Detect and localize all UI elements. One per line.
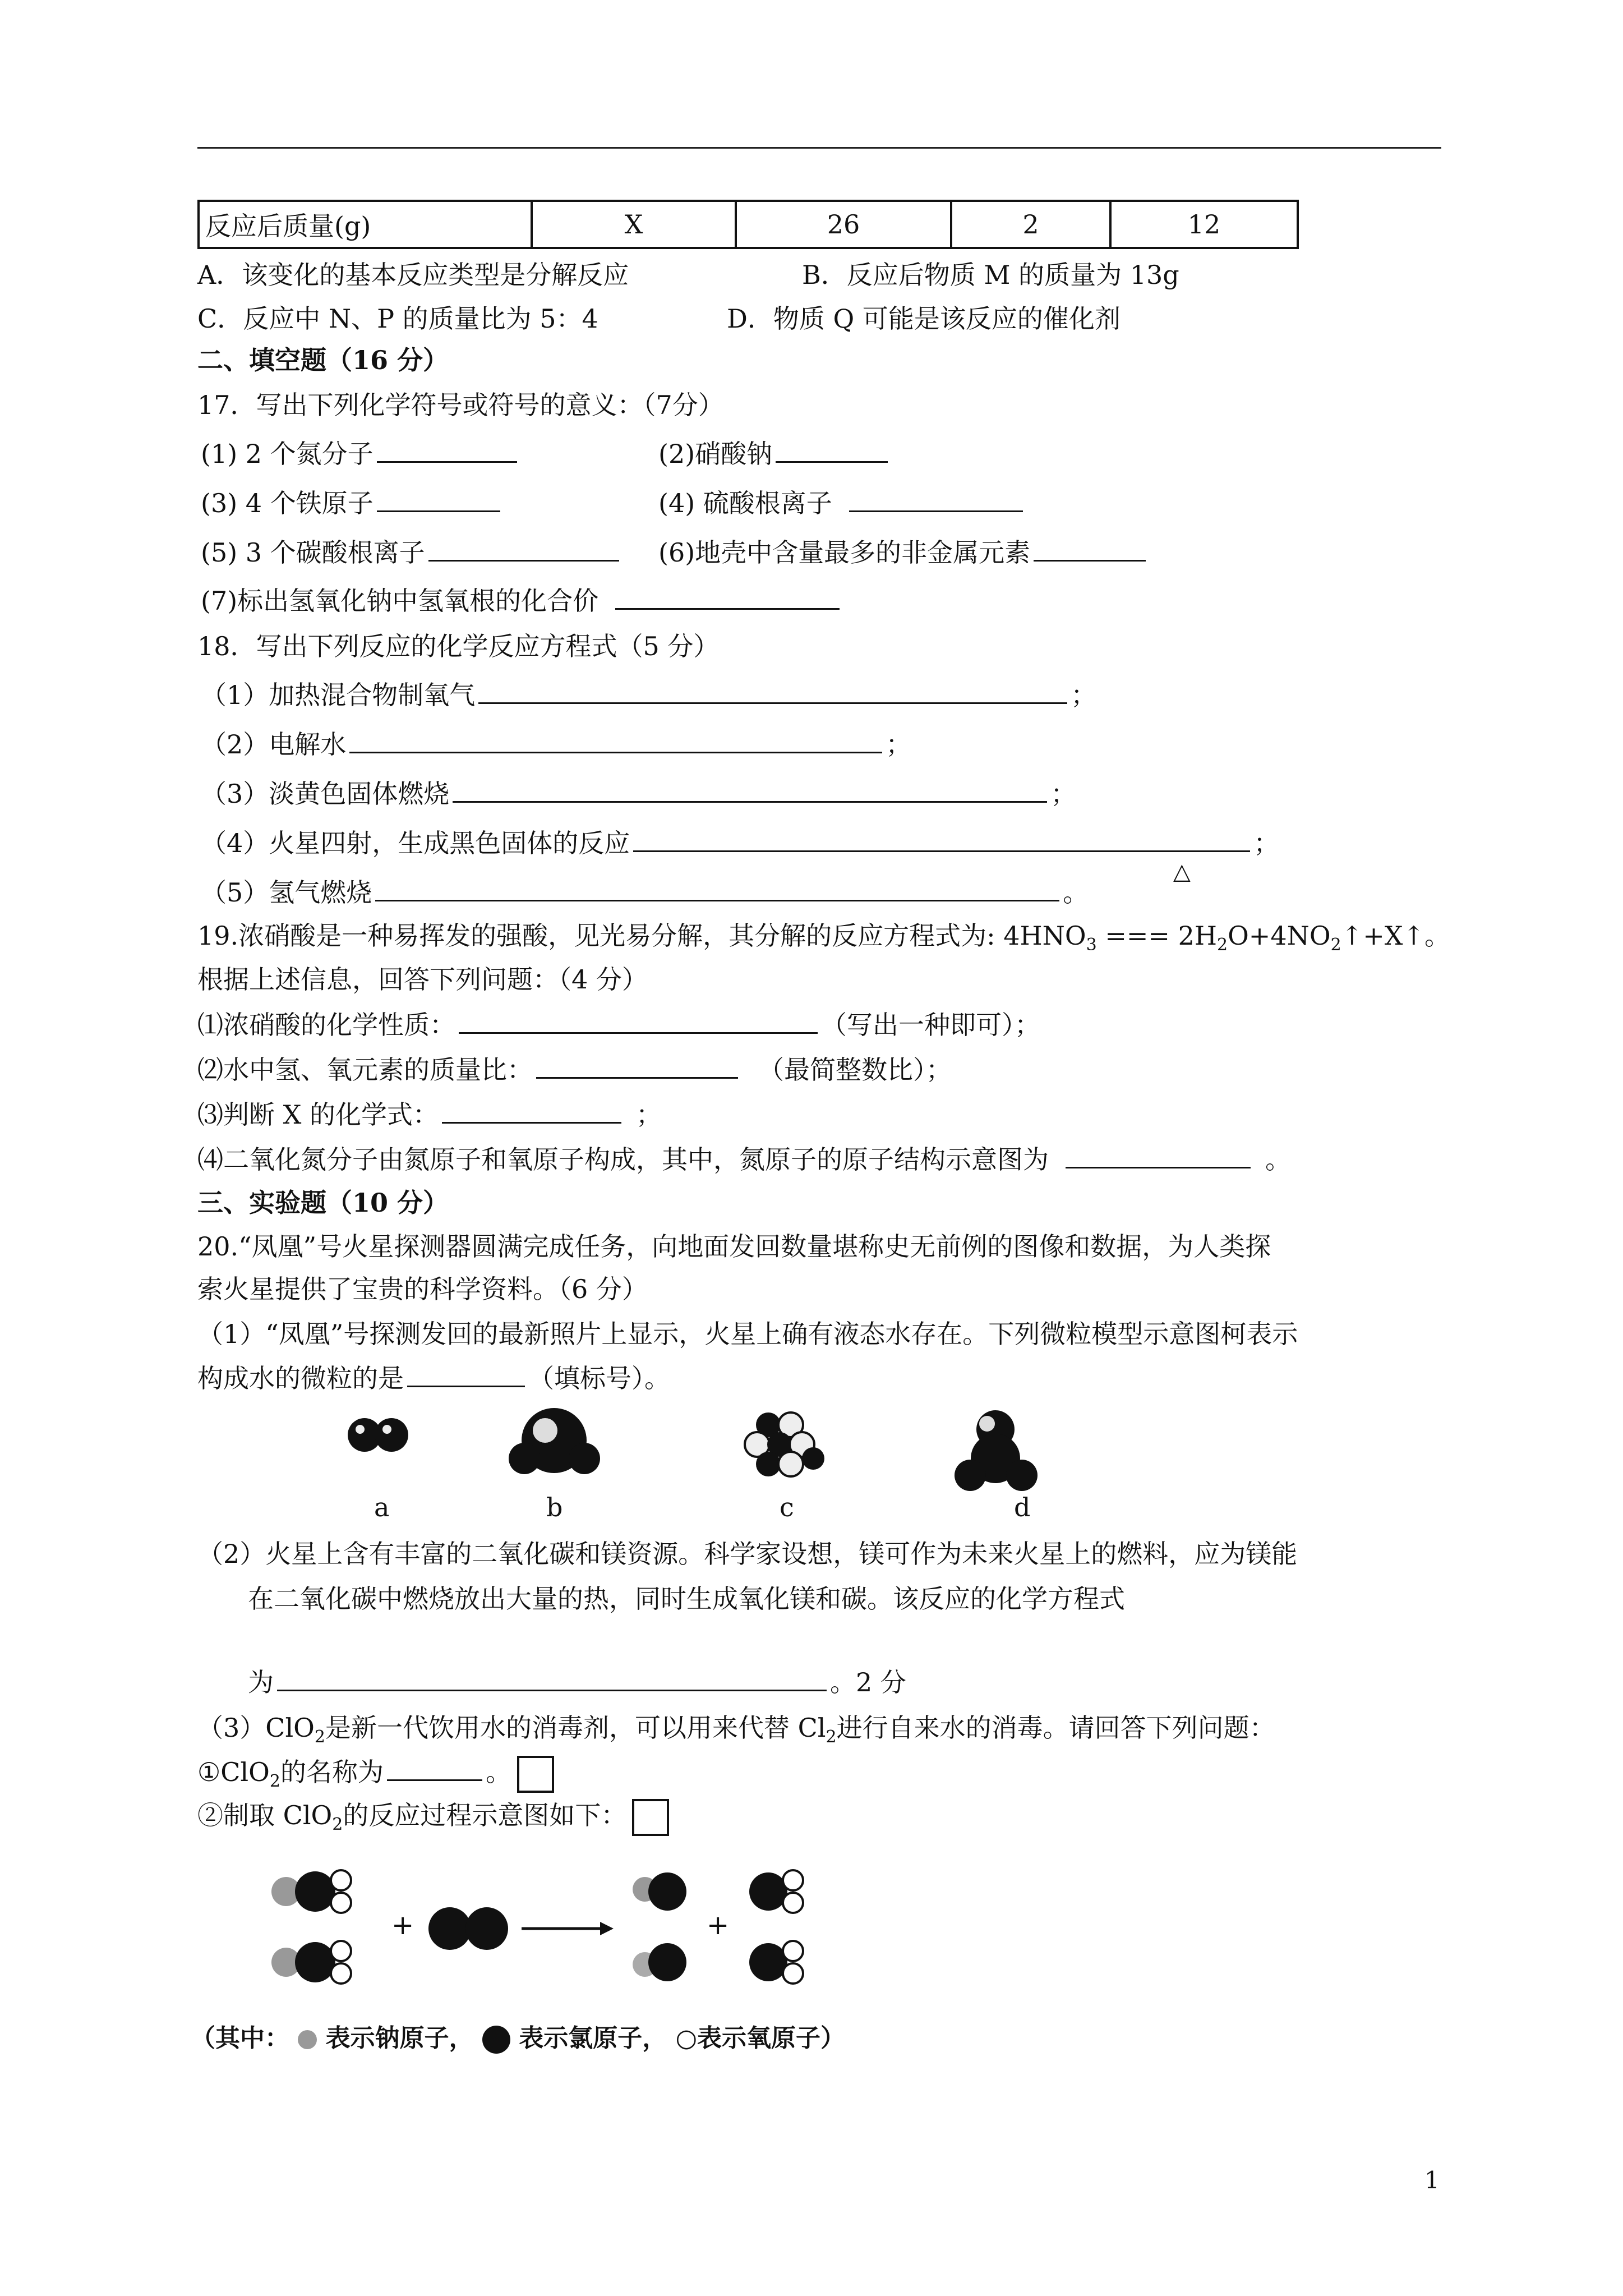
answer-blank[interactable] bbox=[776, 436, 888, 463]
q17-item-5: (5) 3 个碳酸根离子 bbox=[201, 537, 425, 568]
answer-blank[interactable] bbox=[615, 583, 840, 610]
answer-blank[interactable] bbox=[849, 486, 1023, 512]
q18-item-4: （4）火星四射，生成黑色固体的反应 bbox=[201, 828, 630, 858]
punctuation: ； bbox=[1071, 680, 1097, 710]
page-number: 1 bbox=[1424, 2166, 1440, 2194]
option-b: B．反应后物质 M 的质量为 13g bbox=[802, 260, 1179, 290]
punctuation: ； bbox=[1253, 828, 1280, 858]
product-nacl-icon bbox=[633, 1872, 686, 1981]
answer-blank[interactable] bbox=[387, 1755, 482, 1781]
label-a: a bbox=[374, 1492, 390, 1522]
product-clo2-icon bbox=[749, 1870, 803, 1984]
q20-line-2: 索火星提供了宝贵的科学资料。（6 分） bbox=[197, 1274, 648, 1304]
q20-part2-c: 为 bbox=[248, 1667, 274, 1697]
reaction-diagram bbox=[264, 1862, 824, 2008]
answer-blank[interactable] bbox=[377, 486, 500, 512]
q19-item-4: ⑷二氧化氮分子由氮原子和氧原子构成，其中，氮原子的原子结构示意图为 bbox=[197, 1144, 1049, 1175]
sodium-atom-icon bbox=[298, 2030, 317, 2049]
q17-item-7: (7)标出氢氧化钠中氢氧根的化合价 bbox=[201, 586, 599, 616]
q18-stem: 18．写出下列反应的化学反应方程式（5 分） bbox=[197, 631, 720, 661]
score-box[interactable] bbox=[517, 1756, 554, 1793]
option-c: C．反应中 N、P 的质量比为 5：4 bbox=[197, 303, 598, 334]
table-cell: 12 bbox=[1110, 201, 1298, 248]
answer-blank[interactable] bbox=[428, 535, 619, 562]
molecule-models bbox=[336, 1402, 1066, 1509]
option-d: D．物质 Q 可能是该反应的催化剂 bbox=[727, 303, 1121, 334]
q20-part2-a: （2）火星上含有丰富的二氧化碳和镁资源。科学家设想，镁可作为未来火星上的燃料，应为镁能 bbox=[197, 1539, 1298, 1569]
q18-item-5: （5）氢气燃烧 bbox=[201, 877, 372, 908]
q18-item-3: （3）淡黄色固体燃烧 bbox=[201, 779, 450, 809]
answer-blank[interactable] bbox=[453, 776, 1047, 803]
q19-item-3: ⑶判断 X 的化学式： bbox=[197, 1099, 439, 1130]
header-rule bbox=[197, 147, 1441, 149]
plus-sign: + bbox=[707, 1910, 730, 1941]
label-c: c bbox=[780, 1492, 794, 1522]
answer-blank[interactable] bbox=[349, 727, 882, 753]
molecule-d-icon bbox=[955, 1410, 1038, 1491]
q20-part1-a: （1）“凤凰”号探测发回的最新照片上显示，火星上确有液态水存在。下列微粒模型示意图柯表示 bbox=[197, 1319, 1298, 1349]
q20-line-1: 20.“凤凰”号火星探测器圆满完成任务，向地面发回数量堪称史无前例的图像和数据，为人类探 bbox=[197, 1231, 1271, 1262]
answer-blank[interactable] bbox=[377, 436, 517, 463]
q20-part3-b: ①ClO$_2$的名称为 。 bbox=[197, 1755, 554, 1793]
answer-blank[interactable] bbox=[277, 1665, 827, 1691]
chlorine-atom-icon bbox=[482, 2026, 510, 2054]
molecule-c-icon bbox=[745, 1412, 824, 1476]
answer-blank[interactable] bbox=[407, 1361, 525, 1387]
q19-stem: 19.浓硝酸是一种易挥发的强酸，见光易分解，其分解的反应方程式为: $4HNO_3$ === $2H_2O+4NO_2↑+X↑$。 bbox=[197, 921, 1451, 955]
punctuation: 。 bbox=[1063, 877, 1089, 908]
q19-stem-b: 根据上述信息，回答下列问题：（4 分） bbox=[197, 964, 648, 995]
answer-blank[interactable] bbox=[1066, 1142, 1251, 1168]
q20-part3-a: （3）ClO$_2$是新一代饮用水的消毒剂，可以用来代替 $Cl_2$进行自来水的消毒。请回答下列问题： bbox=[197, 1713, 1275, 1747]
answer-blank[interactable] bbox=[536, 1052, 738, 1079]
q20-part1-b: 构成水的微粒的是 bbox=[197, 1363, 404, 1393]
q17-stem: 17．写出下列化学符号或符号的意义：（7分） bbox=[197, 390, 724, 420]
q18-item-1: （1）加热混合物制氧气 bbox=[201, 680, 476, 710]
table-cell: 26 bbox=[736, 201, 951, 248]
section-2-heading: 二、填空题（16 分） bbox=[197, 345, 449, 375]
punctuation: ； bbox=[1050, 779, 1077, 809]
q17-item-4: (4) 硫酸根离子 bbox=[658, 488, 832, 518]
q18-item-2: （2）电解水 bbox=[201, 729, 347, 760]
molecule-a-icon bbox=[348, 1418, 408, 1452]
arrow-icon bbox=[522, 1922, 614, 1935]
answer-blank[interactable] bbox=[375, 875, 1059, 901]
label-b: b bbox=[546, 1492, 563, 1522]
q17-item-2: (2)硝酸钠 bbox=[658, 439, 773, 469]
mass-table bbox=[197, 200, 1299, 249]
section-3-heading: 三、实验题（10 分） bbox=[197, 1188, 449, 1218]
answer-blank[interactable] bbox=[459, 1007, 818, 1034]
score-box[interactable] bbox=[632, 1799, 669, 1836]
q19-item-1: ⑴浓硝酸的化学性质： bbox=[197, 1010, 455, 1040]
q17-item-1: (1) 2 个氮分子 bbox=[201, 439, 374, 469]
q17-item-3: (3) 4 个铁原子 bbox=[201, 488, 374, 518]
molecule-b-icon bbox=[509, 1408, 600, 1474]
plus-sign: + bbox=[391, 1910, 414, 1941]
punctuation: ； bbox=[886, 729, 912, 760]
table-row bbox=[199, 201, 1298, 248]
legend: （其中： 表示钠原子， 表示氯原子， ○表示氧原子） bbox=[191, 2024, 846, 2053]
answer-blank[interactable] bbox=[1034, 535, 1146, 562]
reactant-cl2-icon bbox=[428, 1907, 508, 1950]
answer-blank[interactable] bbox=[442, 1097, 621, 1124]
option-a: A．该变化的基本反应类型是分解反应 bbox=[197, 260, 629, 290]
q17-item-6: (6)地壳中含量最多的非金属元素 bbox=[658, 537, 1031, 568]
oxygen-legend: ○表示氧原子） bbox=[675, 2024, 846, 2053]
answer-blank[interactable] bbox=[478, 678, 1067, 704]
row-label: 反应后质量(g) bbox=[199, 201, 532, 248]
reactant-naclo2-icon bbox=[271, 1870, 351, 1984]
table-cell: 2 bbox=[951, 201, 1110, 248]
label-d: d bbox=[1014, 1492, 1031, 1522]
table-cell: X bbox=[532, 201, 736, 248]
answer-blank[interactable] bbox=[633, 826, 1250, 852]
q19-item-2: ⑵水中氢、氧元素的质量比： bbox=[197, 1055, 533, 1085]
delta-symbol: △ bbox=[1173, 859, 1191, 885]
q20-part2-b: 在二氧化碳中燃烧放出大量的热，同时生成氧化镁和碳。该反应的化学方程式 bbox=[248, 1584, 1125, 1614]
q20-part3-c: ②制取 ClO$_2$的反应过程示意图如下： bbox=[197, 1798, 669, 1836]
